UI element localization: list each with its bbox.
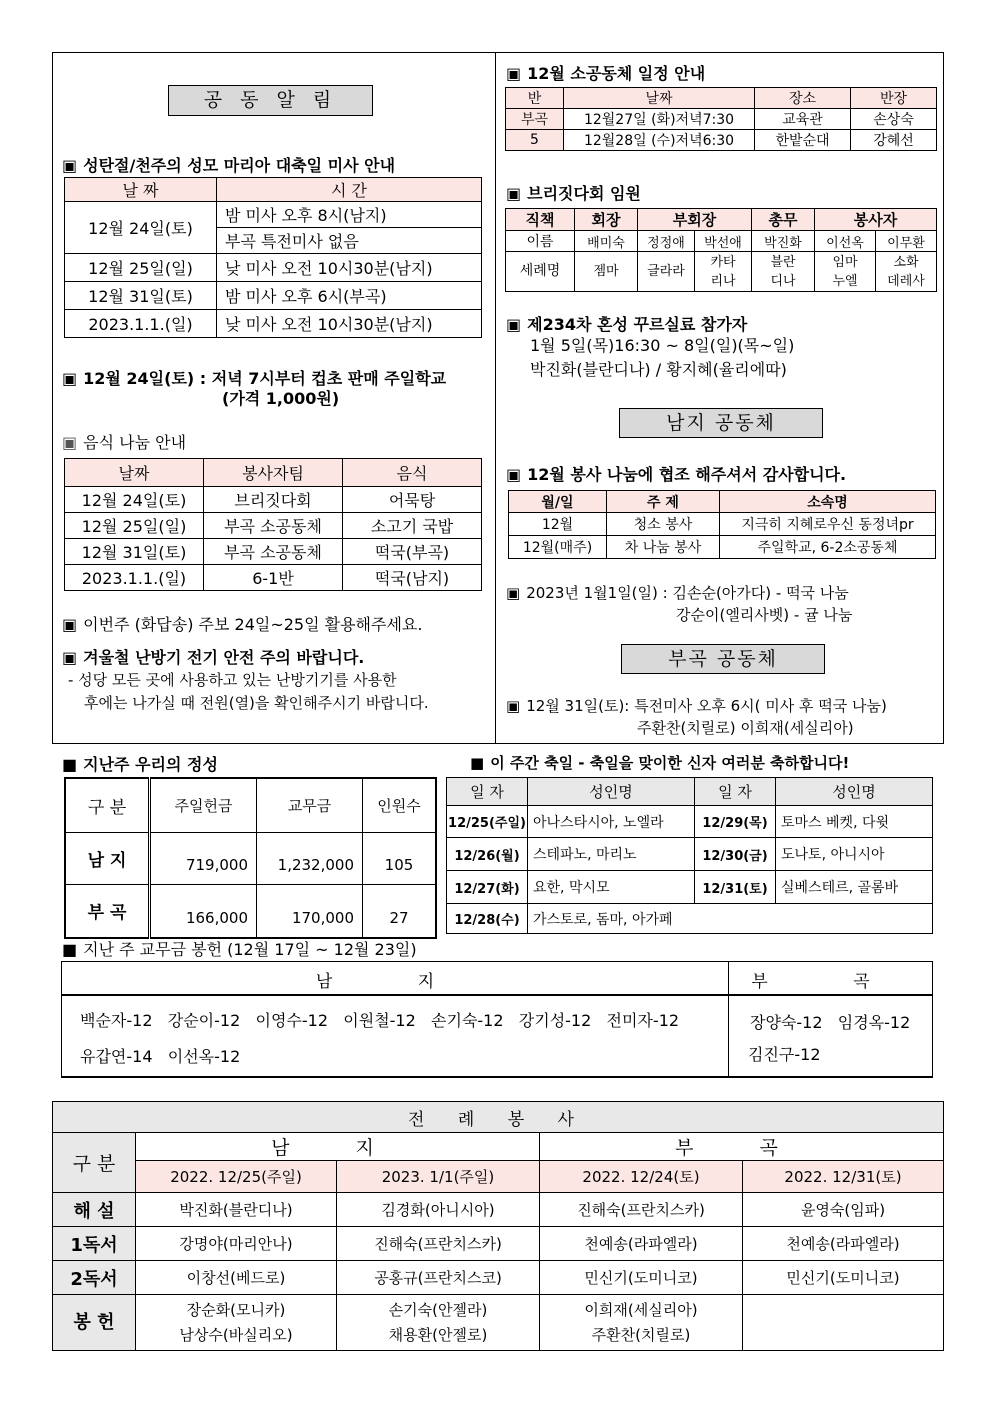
liturgy-date: 2022. 12/31(토) [743,1161,944,1193]
offering-heading: ■ 지난주 우리의 정성 [62,755,218,774]
notice-title: 공 동 알 림 [168,85,373,116]
bridget-heading: ▣ 브리짓다회 임원 [506,184,641,203]
liturgy-role: 봉 헌 [53,1295,136,1351]
sc-header: 날짜 [564,88,755,109]
feast-header: 일 자 [695,778,776,806]
sc-header: 반 [506,88,564,109]
feast-saints: 스테파노, 마리노 [528,838,695,871]
bugok-title: 부곡 공동체 [621,644,825,674]
sc-cell: 교육관 [755,109,851,130]
mass-time: 낮 미사 오전 10시30분(남지) [217,254,482,282]
liturgy-cell: 민신기(도미니코) [743,1261,944,1295]
food-cell: 떡국(부곡) [343,539,482,565]
liturgy-namji: 남 지 [136,1133,540,1161]
food-cell: 12월 25일(일) [65,513,204,539]
sc-header: 반장 [851,88,937,109]
liturgy-title: 전 례 봉 사 [53,1102,944,1133]
mass-heading: ▣ 성탄절/천주의 성모 마리아 대축일 미사 안내 [62,156,396,175]
sc-cell: 12월28일 (수)저녁6:30 [564,130,755,151]
cursillo-participants: 박진화(블란디나) / 황지혜(율리에따) [530,360,787,379]
offering-header: 구 분 [65,778,150,832]
feast-date: 12/27(화) [447,871,528,904]
square-bullet-icon: ▣ [506,64,522,83]
square-bullet-icon: ▣ [62,648,78,667]
mass-date: 12월 25일(일) [65,254,217,282]
service-header: 소속명 [720,491,936,513]
feast-header: 일 자 [447,778,528,806]
mass-header-time: 시 간 [217,178,482,202]
liturgy-date: 2022. 12/25(주일) [136,1161,337,1193]
sc-header: 장소 [755,88,851,109]
food-cell: 떡국(남지) [343,565,482,591]
bridget-baptism: 블란 디나 [752,252,815,292]
feast-date: 12/25(주일) [447,806,528,838]
offering-value: 170,000 [257,884,363,938]
liturgy-cell: 김경화(아니시아) [337,1193,540,1227]
food-header: 날짜 [65,459,204,487]
service-cell: 12월 [509,513,607,536]
bridget-name-label: 이름 [506,231,575,252]
food-cell: 12월 24일(토) [65,487,204,513]
bugok-line2: 주환찬(치릴로) 이희재(세실리아) [637,719,854,737]
food-cell: 부곡 소공동체 [204,513,343,539]
square-bullet-icon: ▣ [506,584,521,602]
liturgy-cell: 손기숙(안젤라) 채용환(안젤로) [337,1295,540,1351]
column-divider [495,52,496,744]
offering-value: 27 [363,884,437,938]
service-cell: 차 나눔 봉사 [607,536,720,559]
offering-value: 105 [363,832,437,884]
heater-line1: - 성당 모든 곳에 사용하고 있는 난방기기를 사용한 [68,671,397,689]
bridget-baptism-label: 세례명 [506,252,575,292]
liturgy-cell: 강명야(마리안나) [136,1227,337,1261]
feast-date: 12/31(토) [695,871,776,904]
square-bullet-icon: ▣ [506,697,521,715]
sc-cell: 부곡 [506,109,564,130]
food-cell: 2023.1.1.(일) [65,565,204,591]
dues-box [61,961,933,1078]
small-community-heading: ▣ 12월 소공동체 일정 안내 [506,64,706,83]
liturgy-table [52,1101,944,1351]
liturgy-bugok: 부 곡 [540,1133,944,1161]
square-bullet-icon: ▣ [62,433,78,452]
liturgy-cell: 장순화(모니카) 남상수(바실리오) [136,1295,337,1351]
newyear-line1: ▣ 2023년 1월1일(일) : 김손순(아가다) - 떡국 나눔 [506,584,849,602]
bridget-role: 봉사자 [815,209,937,231]
feast-date: 12/26(월) [447,838,528,871]
feast-saints: 요한, 막시모 [528,871,695,904]
liturgy-date: 2023. 1/1(주일) [337,1161,540,1193]
bridget-name: 정정애 [638,231,695,252]
offering-community: 남 지 [65,832,150,884]
feast-saints: 도나토, 아니시아 [776,838,933,871]
square-bullet-icon: ▣ [506,465,522,484]
dues-bugok-line1: 장양숙-12 임경옥-12 [750,1013,911,1032]
food-cell: 6-1반 [204,565,343,591]
liturgy-cell: 진해숙(프란치스카) [337,1227,540,1261]
namji-title: 남지 공동체 [619,408,823,438]
bridget-role: 총무 [752,209,815,231]
dues-namji-label: 남 지 [315,972,475,992]
food-cell: 브리짓다회 [204,487,343,513]
mass-time: 밤 미사 오후 8시(남지) [217,202,482,228]
offering-header: 주일헌금 [150,778,257,832]
feast-saints: 실베스테르, 골롬바 [776,871,933,904]
offering-value: 166,000 [150,884,257,938]
food-cell: 어묵탕 [343,487,482,513]
feast-date: 12/30(금) [695,838,776,871]
bridget-baptism: 젬마 [575,252,638,292]
mass-time: 낮 미사 오전 10시30분(남지) [217,310,482,338]
dues-header-line [62,994,932,996]
service-cell: 지극히 지혜로우신 동정녀pr [720,513,936,536]
newyear-line2: 강순이(엘리사벳) - 귤 나눔 [676,606,853,624]
cupcake-price: (가격 1,000원) [222,389,340,408]
feast-heading: ■ 이 주간 축일 - 축일을 맞이한 신자 여러분 축하합니다! [470,754,850,772]
bridget-table [505,208,937,292]
square-bullet-icon: ▣ [62,156,78,175]
square-bullet-icon: ■ [62,940,78,959]
sc-cell: 12월27일 (화)저녁7:30 [564,109,755,130]
cupcake-notice: ▣ 12월 24일(토) : 저녁 7시부터 컵초 판매 주일학교 [62,369,447,388]
namji-thanks-heading: ▣ 12월 봉사 나눔에 협조 해주셔서 감사합니다. [506,465,847,484]
offering-table [64,777,437,939]
liturgy-cell: 진해숙(프란치스카) [540,1193,743,1227]
offering-value: 1,232,000 [257,832,363,884]
dues-namji-line1: 백순자-12 강순이-12 이영수-12 이원철-12 손기숙-12 강기성-12 전미자-12 [80,1011,680,1030]
liturgy-role: 해 설 [53,1193,136,1227]
square-bullet-icon: ■ [62,755,78,774]
offering-header: 교무금 [257,778,363,832]
bridget-baptism: 임마 누엘 [815,252,876,292]
small-community-table [505,87,937,151]
cursillo-heading: ▣ 제234차 혼성 꾸르실료 참가자 [506,315,748,334]
bridget-name: 이선옥 [815,231,876,252]
bridget-name: 박선애 [695,231,752,252]
sc-cell: 5 [506,130,564,151]
bugok-line1: ▣ 12월 31일(토): 특전미사 오후 6시( 미사 후 떡국 나눔) [506,697,887,715]
liturgy-cell: 천예송(라파엘라) [540,1227,743,1261]
feast-header: 성인명 [776,778,933,806]
feast-table [446,777,933,934]
liturgy-cell: 이희재(세실리아) 주환찬(치릴로) [540,1295,743,1351]
liturgy-cell: 박진화(블란디나) [136,1193,337,1227]
liturgy-cell: 윤영숙(임파) [743,1193,944,1227]
square-bullet-icon: ▣ [506,184,522,203]
bridget-baptism: 소화 데레사 [876,252,937,292]
offering-community: 부 곡 [65,884,150,938]
bridget-role: 부회장 [638,209,752,231]
mass-time: 밤 미사 오후 6시(부곡) [217,282,482,310]
food-cell: 12월 31일(토) [65,539,204,565]
liturgy-cell: 이창선(베드로) [136,1261,337,1295]
food-cell: 부곡 소공동체 [204,539,343,565]
feast-header: 성인명 [528,778,695,806]
food-cell: 소고기 국밥 [343,513,482,539]
liturgy-cell [743,1295,944,1351]
service-cell: 주일학교, 6-2소공동체 [720,536,936,559]
dues-bugok-line2: 김진구-12 [748,1045,821,1064]
liturgy-gubun: 구 분 [53,1133,136,1193]
liturgy-cell: 공홍규(프란치스코) [337,1261,540,1295]
bulletin-note: ▣ 이번주 (화답송) 주보 24일~25일 활용해주세요. [62,615,423,634]
namji-service-table [508,490,936,559]
liturgy-cell: 천예송(라파엘라) [743,1227,944,1261]
sc-cell: 강혜선 [851,130,937,151]
sc-cell: 한밭순대 [755,130,851,151]
liturgy-role: 2독서 [53,1261,136,1295]
feast-saints: 가스토로, 돔마, 아가페 [528,904,933,934]
mass-table [64,177,482,338]
service-cell: 청소 봉사 [607,513,720,536]
dues-bugok-label: 부 곡 [751,972,910,992]
feast-saints: 토마스 베켓, 다윗 [776,806,933,838]
food-header: 음식 [343,459,482,487]
feast-saints: 아나스타시아, 노엘라 [528,806,695,838]
liturgy-date: 2022. 12/24(토) [540,1161,743,1193]
service-cell: 12월(매주) [509,536,607,559]
liturgy-role: 1독서 [53,1227,136,1261]
mass-date: 12월 31일(토) [65,282,217,310]
mass-time: 부곡 특전미사 없음 [217,228,482,254]
mass-header-date: 날 짜 [65,178,217,202]
cursillo-dates: 1월 5일(목)16:30 ~ 8일(일)(목~일) [530,336,795,355]
feast-date: 12/28(수) [447,904,528,934]
service-header: 월/일 [509,491,607,513]
food-header: 봉사자팀 [204,459,343,487]
bridget-name: 배미숙 [575,231,638,252]
bridget-name: 박진화 [752,231,815,252]
dues-heading: ■ 지난 주 교무금 봉헌 (12월 17일 ~ 12월 23일) [62,940,417,959]
bridget-role: 직책 [506,209,575,231]
offering-header: 인원수 [363,778,437,832]
bridget-role: 회장 [575,209,638,231]
dues-namji-line2: 유갑연-14 이선옥-12 [80,1047,241,1066]
bridget-baptism: 카타 리나 [695,252,752,292]
service-header: 주 제 [607,491,720,513]
mass-date: 2023.1.1.(일) [65,310,217,338]
liturgy-cell: 민신기(도미니코) [540,1261,743,1295]
food-table [64,458,482,591]
offering-value: 719,000 [150,832,257,884]
heater-line2: 후에는 나가실 때 전원(열)을 확인해주시기 바랍니다. [84,694,429,712]
food-heading: ▣ 음식 나눔 안내 [62,433,187,452]
square-bullet-icon: ▣ [62,615,78,634]
bridget-baptism: 글라라 [638,252,695,292]
feast-date: 12/29(목) [695,806,776,838]
bridget-name: 이무환 [876,231,937,252]
heater-heading: ▣ 겨울철 난방기 전기 안전 주의 바랍니다. [62,648,365,667]
sc-cell: 손상숙 [851,109,937,130]
square-bullet-icon: ▣ [62,369,78,388]
mass-date: 12월 24일(토) [65,202,217,254]
square-bullet-icon: ■ [470,754,485,772]
square-bullet-icon: ▣ [506,315,522,334]
